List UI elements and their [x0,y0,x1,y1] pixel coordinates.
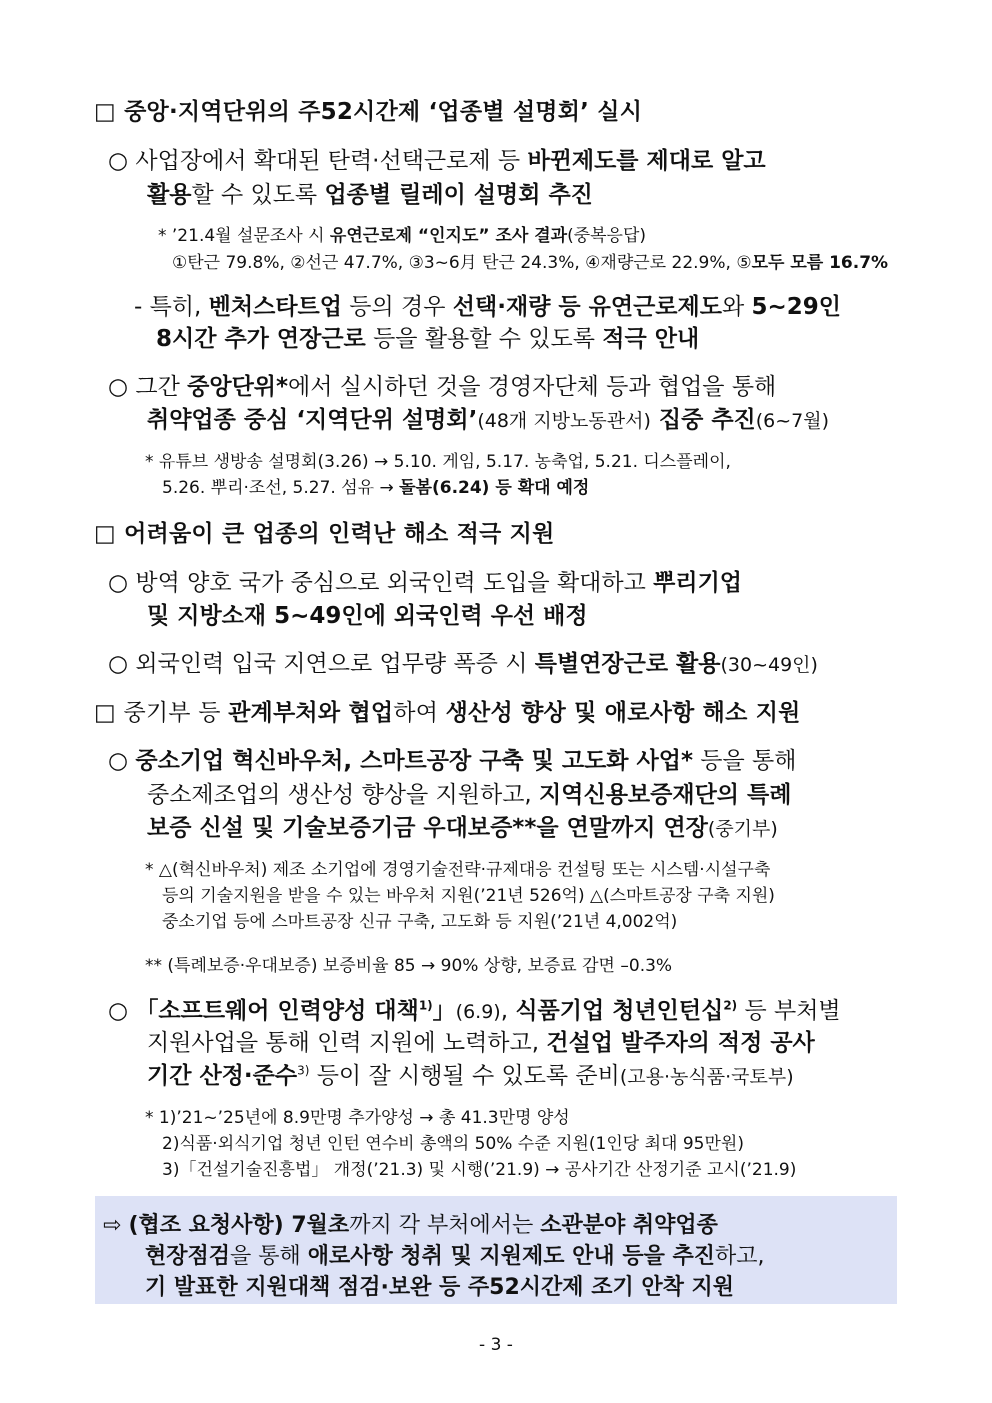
callout-line2: 현장점검을 통해 애로사항 청취 및 지원제도 안내 등을 추진하고, [145,1244,765,1269]
note-voucher-line2: 등의 기술지원을 받을 수 있는 바우처 지원(’21년 526억) △(스마트공장 구축 지원) [162,886,775,906]
bullet-regional-briefing-line1: ○ 그간 중앙단위*에서 실시하던 것을 경영자단체 등과 협업을 통해 [108,374,777,400]
bullet-innovation-voucher-line1: ○ 중소기업 혁신바우처, 스마트공장 구축 및 고도화 사업* 등을 통해 [108,748,797,774]
bullet-software-workforce-line3: 기간 산정·준수$^{3)}$ 등이 잘 시행될 수 있도록 준비(고용·농식품·국토부) [147,1063,794,1089]
section-heading-labor-shortage: □ 어려움이 큰 업종의 인력난 해소 적극 지원 [94,521,555,547]
bullet-relay-briefing-line1: ○ 사업장에서 확대된 탄력·선택근로제 등 바뀐제도를 제대로 알고 [108,148,766,174]
note-voucher-line1: * △(혁신바우처) 제조 소기업에 경영기술전략·규제대응 컨설팅 또는 시스템·시설구축 [145,860,771,880]
dash-venture-line1: - 특히, 벤처스타트업 등의 경우 선택·재량 등 유연근로제도와 5~29인 [134,294,841,320]
note-youtube-line2: 5.26. 뿌리·조선, 5.27. 섬유 → 돌봄(6.24) 등 확대 예정 [162,478,590,498]
footnote-2: 2)식품·외식기업 청년 인턴 연수비 총액의 50% 수준 지원(1인당 최대 95만원) [162,1134,744,1154]
bullet-foreign-workforce-line1: ○ 방역 양호 국가 중심으로 외국인력 도입을 확대하고 뿌리기업 [108,570,743,596]
bullet-software-workforce-line2: 지원사업을 통해 인력 지원에 노력하고, 건설업 발주자의 적정 공사 [147,1030,815,1056]
bullet-innovation-voucher-line2: 중소제조업의 생산성 향상을 지원하고, 지역신용보증재단의 특례 [147,782,792,808]
footnote-3: 3)「건설기술진흥법」 개정(’21.3) 및 시행(’21.9) → 공사기간 산정기준 고시(’21.9) [162,1160,797,1180]
bullet-regional-briefing-line2: 취약업종 중심 ‘지역단위 설명회’(48개 지방노동관서) 집중 추진(6~7월) [147,407,830,433]
bullet-relay-briefing-line2: 활용할 수 있도록 업종별 릴레이 설명회 추진 [147,182,593,208]
section-heading-productivity: □ 중기부 등 관계부처와 협업하여 생산성 향상 및 애로사항 해소 지원 [94,700,801,726]
bullet-foreign-workforce-line2: 및 지방소재 5~49인에 외국인력 우선 배정 [147,603,588,629]
page-number: - 3 - [479,1335,513,1355]
note-survey-line2: ①탄근 79.8%, ②선근 47.7%, ③3~6月 탄근 24.3%, ④재량근로 22.9%, ⑤모두 모름 16.7% [172,253,889,273]
callout-line3: 기 발표한 지원대책 점검·보완 등 주52시간제 조기 안착 지원 [145,1275,735,1300]
dash-venture-line2: 8시간 추가 연장근로 등을 활용할 수 있도록 적극 안내 [156,326,700,352]
bullet-special-overtime: ○ 외국인력 입국 지연으로 업무량 폭증 시 특별연장근로 활용(30~49인) [108,651,818,677]
cooperation-request-box [95,1196,897,1304]
callout-line1: ⇨ (협조 요청사항) 7월초까지 각 부처에서는 소관분야 취약업종 [103,1213,718,1238]
bullet-innovation-voucher-line3: 보증 신설 및 기술보증기금 우대보증**을 연말까지 연장(중기부) [147,815,778,841]
bullet-software-workforce-line1: ○ 「소프트웨어 인력양성 대책$^{1)}$」(6.9), 식품기업 청년인턴십$^{2)}$ 등 부처별 [108,998,841,1024]
section-heading-briefing: □ 중앙·지역단위의 주52시간제 ‘업종별 설명회’ 실시 [94,99,643,125]
footnote-1: * 1)’21~’25년에 8.9만명 추가양성 → 총 41.3만명 양성 [145,1108,570,1128]
note-guarantee: ** (특례보증·우대보증) 보증비율 85 → 90% 상향, 보증료 감면 –0.3% [145,956,673,976]
note-youtube-line1: * 유튜브 생방송 설명회(3.26) → 5.10. 게임, 5.17. 농축업, 5.21. 디스플레이, [145,452,731,472]
right-arrow-icon: ⇨ [103,1213,129,1238]
note-voucher-line3: 중소기업 등에 스마트공장 신규 구축, 고도화 등 지원(’21년 4,002억) [162,912,678,932]
note-survey-line1: * ’21.4월 설문조사 시 유연근로제 “인지도” 조사 결과(중복응답) [158,226,647,246]
